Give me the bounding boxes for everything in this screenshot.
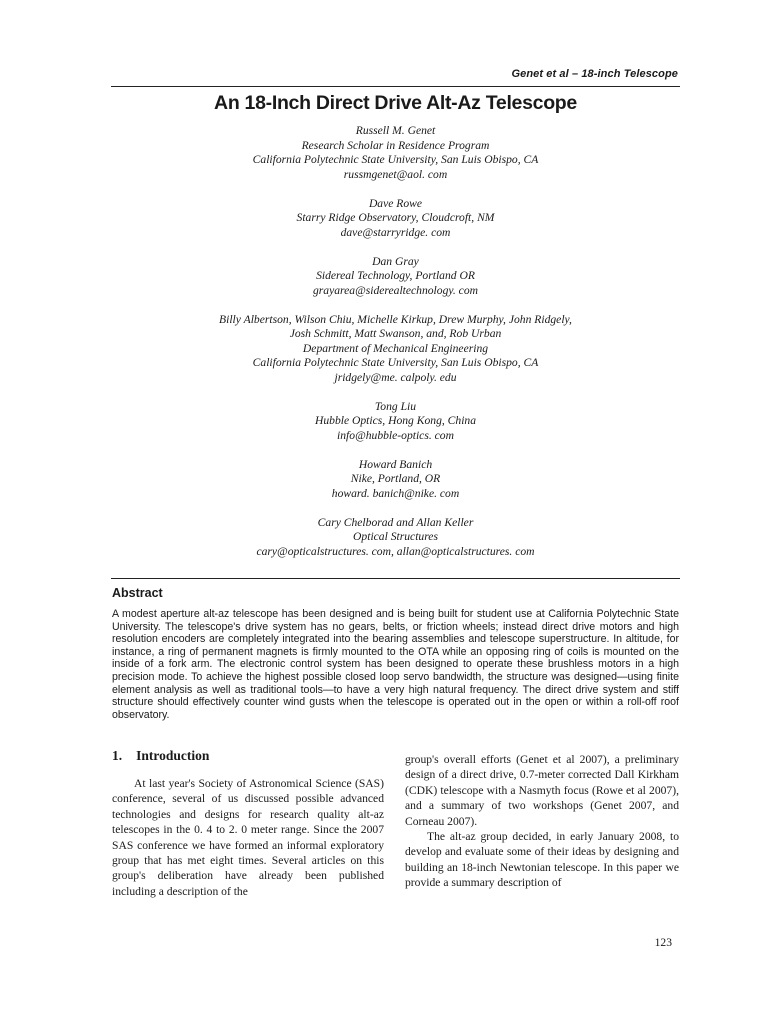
section-title: Introduction (136, 748, 210, 763)
section-heading (112, 748, 384, 764)
author-block (111, 458, 680, 502)
author-line: Nike, Portland, OR (350, 472, 441, 485)
author-line: cary@opticalstructures. com, allan@opticalstructures. com (256, 544, 535, 558)
author-line: Department of Mechanical Engineering (302, 341, 489, 355)
intro-paragraph-2: The alt-az group decided, in early January 2008, to develop and evaluate some of their ideas by designing and building an 18-inch Newtonian telescope. In this paper we provide a summary description of (405, 830, 679, 890)
author-line: Starry Ridge Observatory, Cloudcroft, NM (296, 211, 495, 224)
intro-paragraph-1: At last year's Society of Astronomical Science (SAS) conference, several of us discussed possible advanced technologies and designs for research quality alt-az telescopes in the 0. 4 to 2. 0 meter range. Since the 2007 SAS conference we have formed an informal exploratory group that has met eight times. Several articles on this group's deliberation have already been published including a description of the (112, 777, 384, 898)
abstract-rule (111, 578, 680, 579)
author-line: jridgely@me. calpoly. edu (334, 370, 457, 384)
author-line: howard. banich@nike. com (331, 486, 460, 500)
author-line: Russell M. Genet (355, 124, 436, 137)
running-head: Genet et al – 18-inch Telescope (511, 68, 678, 80)
author-line: grayarea@siderealtechnology. com (313, 283, 478, 297)
author-line: Cary Chelborad and Allan Keller (317, 515, 474, 529)
author-line: dave@starryridge. com (340, 225, 451, 239)
author-line: Howard Banich (358, 457, 433, 471)
paper-title: An 18-Inch Direct Drive Alt-Az Telescope (214, 92, 577, 114)
author-line: info@hubble-optics. com (337, 428, 454, 442)
section-number: 1. (112, 748, 123, 763)
author-line: russmgenet@aol. com (343, 167, 448, 181)
author-line: Billy Albertson, Wilson Chiu, Michelle Kirkup, Drew Murphy, John Ridgely, (219, 312, 572, 326)
author-line: Tong Liu (374, 399, 417, 413)
page-number: 123 (654, 936, 672, 949)
intro-paragraph-1-continued: group's overall efforts (Genet et al 2007), a preliminary design of a direct drive, 0.7-meter corrected Dall Kirkham (CDK) telescope with a Nasmyth focus (Rowe et al 2007), and a summary of two workshops (Genet 2007, and Corneau 2007). (405, 753, 679, 828)
abstract-text: A modest aperture alt-az telescope has been designed and is being built for student use at California Polytechnic State University. The telescope's drive system has no gears, belts, or friction wheels; instead direct drive motors and high resolution encoders are completely integrated into the bearing assemblies and telescope superstructure. In altitude, for instance, a ring of permanent magnets is firmly mounted to the OTA while an opposing ring of coils is mounted on the inside of a fork arm. The electronic control system has been designed to operate these brushless motors in a high precision mode. To achieve the highest possible closed loop servo bandwidth, the structure was designed—using finite element analysis as well as traditional tools—to have a very high natural frequency. The direct drive system and stiff structure should effectively counter wind gusts when the telescope is operated out in the open or within a roll-off roof observatory. (112, 608, 679, 721)
abstract-heading: Abstract (112, 586, 163, 600)
author-line: California Polytechnic State University, San Luis Obispo, CA (252, 153, 539, 166)
author-line: Research Scholar in Residence Program (301, 138, 490, 152)
author-line: Dave Rowe (368, 196, 423, 210)
author-line: Sidereal Technology, Portland OR (316, 269, 475, 282)
author-block (111, 197, 680, 241)
author-list (111, 124, 680, 574)
author-line: Hubble Optics, Hong Kong, China (314, 414, 477, 427)
author-line: Josh Schmitt, Matt Swanson, and, Rob Urban (289, 327, 502, 340)
right-column (405, 752, 679, 891)
author-block (111, 400, 680, 444)
author-block (111, 313, 680, 386)
author-line: Optical Structures (353, 530, 438, 543)
author-block (111, 255, 680, 299)
author-line: California Polytechnic State University, San Luis Obispo, CA (252, 356, 539, 369)
author-line: Dan Gray (372, 254, 419, 268)
author-block (111, 124, 680, 182)
left-column (112, 748, 384, 899)
header-rule (111, 86, 680, 87)
author-block (111, 516, 680, 560)
